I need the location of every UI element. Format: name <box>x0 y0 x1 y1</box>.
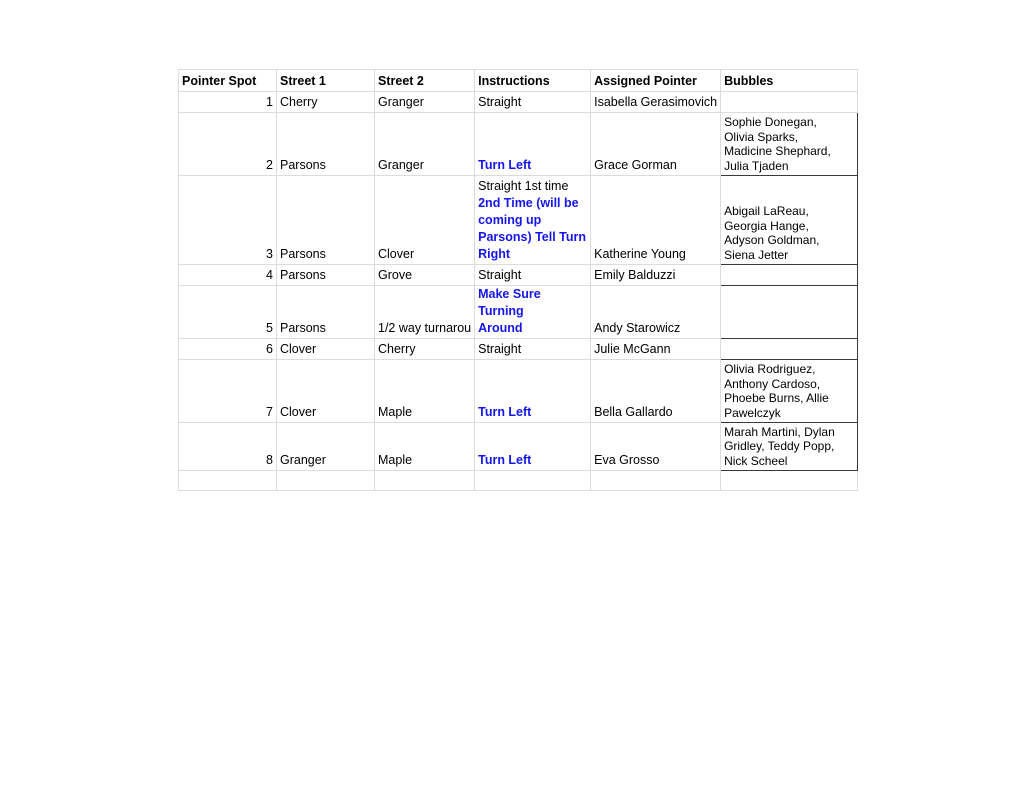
table-row <box>179 360 858 423</box>
bubbles-cell <box>721 423 858 471</box>
bubbles-line: Madicine Shephard, <box>724 144 831 158</box>
empty-cell <box>721 471 858 491</box>
street-1-cell: Granger <box>277 423 375 471</box>
assigned-pointer-cell: Katherine Young <box>591 176 721 265</box>
empty-cell <box>475 471 591 491</box>
instructions-line: Straight 1st time <box>478 179 569 193</box>
header-instructions: Instructions <box>475 70 591 92</box>
street-2-cell: Cherry <box>375 339 475 360</box>
bubbles-cell <box>721 113 858 176</box>
bubbles-line: Nick Scheel <box>724 453 788 468</box>
bubbles-line: Julia Tjaden <box>724 158 789 173</box>
empty-cell <box>277 471 375 491</box>
street-2-cell: Clover <box>375 176 475 265</box>
assigned-pointer-cell: Andy Starowicz <box>591 286 721 339</box>
bubbles-line: Adyson Goldman, <box>724 233 820 247</box>
header-street-1: Street 1 <box>277 70 375 92</box>
table-row <box>179 423 858 471</box>
street-1-cell: Parsons <box>277 176 375 265</box>
bubbles-line: Gridley, Teddy Popp, <box>724 439 835 453</box>
bubbles-line: Marah Martini, Dylan <box>724 424 835 439</box>
bubbles-line: Sophie Donegan, <box>724 115 817 129</box>
table-row <box>179 176 858 265</box>
pointer-spot-cell: 5 <box>179 286 277 339</box>
street-1-cell: Parsons <box>277 265 375 286</box>
instructions-cell: Turn Left <box>475 360 591 423</box>
assigned-pointer-cell: Bella Gallardo <box>591 360 721 423</box>
assigned-pointer-cell: Eva Grosso <box>591 423 721 471</box>
empty-row <box>179 471 858 491</box>
instructions-cell: Straight <box>475 92 591 113</box>
pointer-spot-cell: 7 <box>179 360 277 423</box>
street-2-cell: Granger <box>375 113 475 176</box>
street-2-cell: Maple <box>375 423 475 471</box>
pointer-spot-cell: 1 <box>179 92 277 113</box>
empty-cell <box>179 471 277 491</box>
pointer-spot-cell: 8 <box>179 423 277 471</box>
pointer-spot-cell: 6 <box>179 339 277 360</box>
bubbles-line: Phoebe Burns, Allie <box>724 391 829 405</box>
header-assigned-pointer: Assigned Pointer <box>591 70 721 92</box>
instructions-line: 2nd Time (will be <box>478 196 579 210</box>
header-pointer-spot: Pointer Spot <box>179 70 277 92</box>
instructions-line: Parsons) Tell Turn <box>478 230 586 244</box>
street-2-cell: Granger <box>375 92 475 113</box>
table-row <box>179 339 858 360</box>
instructions-line: Around <box>478 321 523 335</box>
bubbles-line: Abigail LaReau, <box>724 204 809 218</box>
instructions-cell: Turn Left <box>475 113 591 176</box>
instructions-cell <box>475 286 591 339</box>
bubbles-line: Olivia Sparks, <box>724 129 799 144</box>
instructions-line: Make Sure Turning <box>478 287 541 318</box>
pointer-spot-cell: 4 <box>179 265 277 286</box>
header-row <box>179 70 858 92</box>
bubbles-line: Pawelczyk <box>724 405 781 420</box>
table-row <box>179 92 858 113</box>
instructions-cell: Straight <box>475 265 591 286</box>
empty-cell <box>591 471 721 491</box>
bubbles-line: Olivia Rodriguez, <box>724 362 816 376</box>
instructions-cell <box>475 176 591 265</box>
table-row <box>179 265 858 286</box>
street-2-cell: 1/2 way turnarou <box>375 286 475 339</box>
instructions-line: coming up <box>478 213 542 227</box>
street-1-cell: Clover <box>277 339 375 360</box>
bubbles-line: Anthony Cardoso, <box>724 376 821 391</box>
street-1-cell: Clover <box>277 360 375 423</box>
table-row <box>179 286 858 339</box>
street-1-cell: Parsons <box>277 113 375 176</box>
pointer-assignment-table <box>178 69 858 491</box>
street-2-cell: Maple <box>375 360 475 423</box>
bubbles-cell <box>721 339 858 360</box>
street-2-cell: Grove <box>375 265 475 286</box>
bubbles-line: Georgia Hange, <box>724 218 809 233</box>
assigned-pointer-cell: Grace Gorman <box>591 113 721 176</box>
bubbles-cell <box>721 286 858 339</box>
table-row <box>179 113 858 176</box>
bubbles-cell <box>721 265 858 286</box>
assigned-pointer-cell: Julie McGann <box>591 339 721 360</box>
header-street-2: Street 2 <box>375 70 475 92</box>
instructions-cell: Turn Left <box>475 423 591 471</box>
street-1-cell: Cherry <box>277 92 375 113</box>
bubbles-cell <box>721 176 858 265</box>
header-bubbles: Bubbles <box>721 70 858 92</box>
instructions-line: Right <box>478 247 511 261</box>
bubbles-line: Siena Jetter <box>724 247 789 262</box>
street-1-cell: Parsons <box>277 286 375 339</box>
pointer-spot-cell: 2 <box>179 113 277 176</box>
bubbles-cell <box>721 360 858 423</box>
assigned-pointer-cell: Isabella Gerasimovich <box>591 92 721 113</box>
bubbles-cell <box>721 92 858 113</box>
empty-cell <box>375 471 475 491</box>
pointer-spot-cell: 3 <box>179 176 277 265</box>
assigned-pointer-cell: Emily Balduzzi <box>591 265 721 286</box>
instructions-cell: Straight <box>475 339 591 360</box>
